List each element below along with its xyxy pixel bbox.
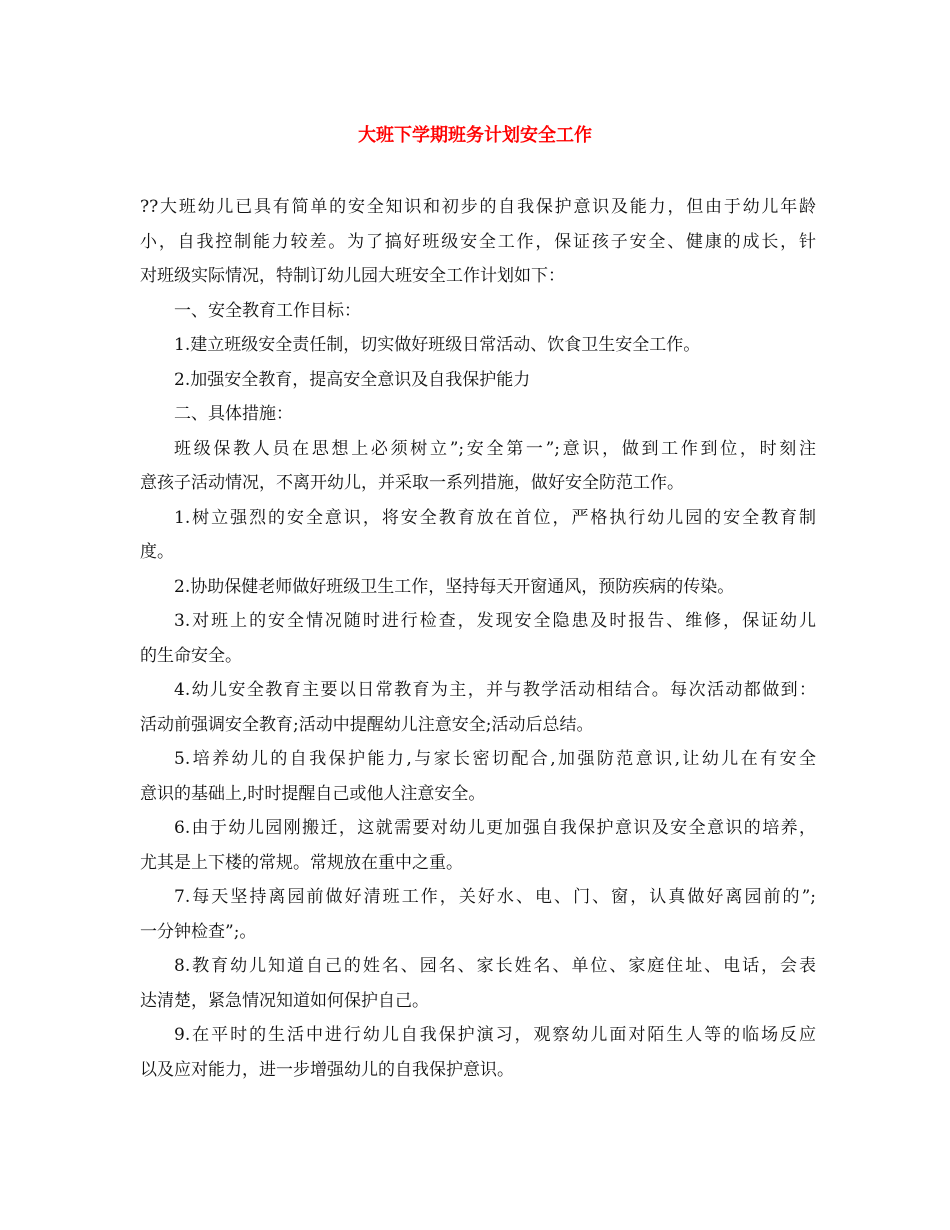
list-item: 2.加强安全教育，提高安全意识及自我保护能力 (174, 369, 531, 390)
list-item: 2.协助保健老师做好班级卫生工作，坚持每天开窗通风，预防疾病的传染。 (174, 576, 735, 597)
section-heading: 一、安全教育工作目标： (174, 300, 361, 321)
list-item: 6.由于幼儿园刚搬迁，这就需要对幼儿更加强自我保护意识及安全意识的培养， (174, 818, 816, 838)
list-item: 1.树立强烈的安全意识，将安全教育放在首位，严格执行幼儿园的安全教育制 (174, 507, 816, 528)
text-line: 对班级实际情况，特制订幼儿园大班安全工作计划如下： (140, 266, 565, 286)
list-item: 9.在平时的生活中进行幼儿自我保护演习，观察幼儿面对陌生人等的临场反应 (174, 1025, 816, 1045)
list-item: 5.培养幼儿的自我保护能力,与家长密切配合,加强防范意识,让幼儿在有安全 (174, 749, 816, 769)
list-item: 4.幼儿安全教育主要以日常教育为主，并与教学活动相结合。每次活动都做到： (174, 680, 816, 700)
document-body (140, 190, 816, 1087)
text-line: 尤其是上下楼的常规。常规放在重中之重。 (140, 852, 463, 873)
list-item: 1.建立班级安全责任制，切实做好班级日常活动、饮食卫生安全工作。 (174, 335, 701, 355)
text-line: 以及应对能力，进一步增强幼儿的自我保护意识。 (140, 1059, 514, 1080)
text-line: 意识的基础上,时时提醒自己或他人注意安全。 (140, 783, 486, 804)
text-line: 达清楚，紧急情况知道如何保护自己。 (140, 990, 429, 1011)
section-heading: 二、具体措施： (174, 404, 293, 424)
text-line: 活动前强调安全教育;活动中提醒幼儿注意安全;活动后总结。 (140, 714, 594, 735)
text-line: 小，自我控制能力较差。为了搞好班级安全工作，保证孩子安全、健康的成长，针 (140, 231, 816, 252)
text-line: 意孩子活动情况，不离开幼儿，并采取一系列措施，做好安全防范工作。 (140, 473, 684, 493)
document-title: 大班下学期班务计划安全工作 (358, 125, 592, 146)
list-item: 8.教育幼儿知道自己的姓名、园名、家长姓名、单位、家庭住址、电话，会表 (174, 956, 816, 976)
text-line: ??大班幼儿已具有简单的安全知识和初步的自我保护意识及能力，但由于幼儿年龄 (140, 197, 816, 217)
text-line: 的生命安全。 (140, 645, 242, 666)
text-line: 度。 (140, 542, 174, 562)
list-item: 3.对班上的安全情况随时进行检查，发现安全隐患及时报告、维修，保证幼儿 (174, 611, 816, 631)
text-line: 班级保教人员在思想上必须树立”;安全第一”;意识，做到工作到位，时刻注 (174, 438, 816, 459)
list-item: 7.每天坚持离园前做好清班工作，关好水、电、门、窗，认真做好离园前的”; (174, 887, 816, 907)
text-line: 一分钟检查”;。 (140, 921, 257, 942)
